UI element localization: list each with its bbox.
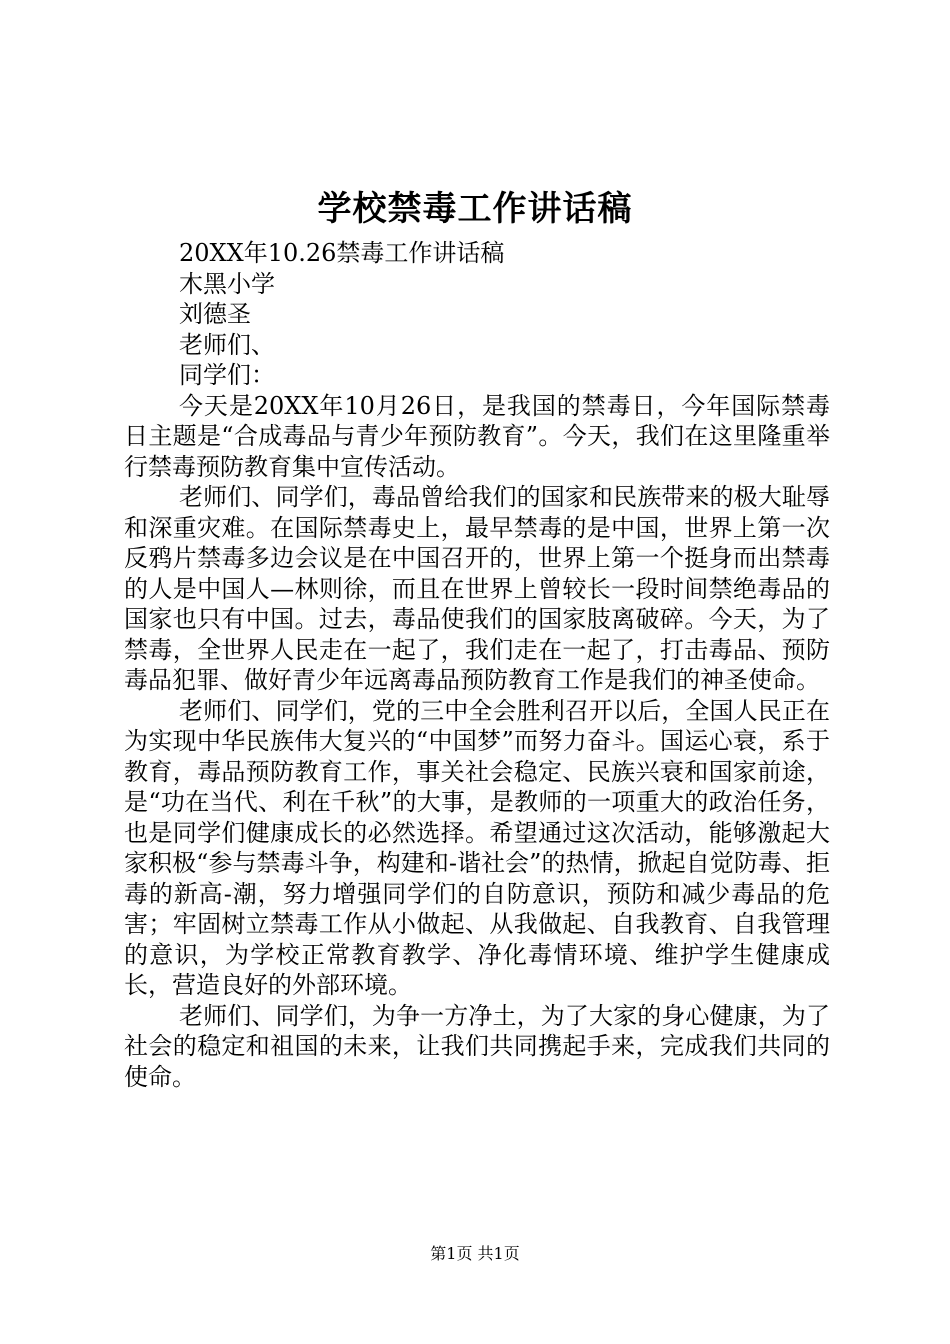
meta-line-date-title: 20XX年10.26禁毒工作讲话稿 [179,239,505,267]
paragraph-4: 老师们、同学们，为争一方净土，为了大家的身心健康，为了社会的稳定和祖国的未来，让我们共同携起手来，完成我们共同的使命。 [124,1001,830,1091]
meta-line-salutation-teachers: 老师们、 [179,330,275,359]
document-body [124,238,830,1092]
page-footer: 第1页 共1页 [430,1244,520,1263]
document-title: 学校禁毒工作讲话稿 [317,189,633,229]
meta-line-speaker: 刘德圣 [179,300,251,328]
paragraph-2: 老师们、同学们，毒品曾给我们的国家和民族带来的极大耻辱和深重灾难。在国际禁毒史上，最早禁毒的是中国，世界上第一次反鸦片禁毒多边会议是在中国召开的，世界上第一个挺身而出禁毒的人是中国人—林则徐，而且在世界上曾较长一段时间禁绝毒品的国家也只有中国。过去，毒品使我们的国家肢离破碎。今天，为了禁毒，全世界人民走在一起了，我们走在一起了，打击毒品、预防毒品犯罪、做好青少年远离毒品预防教育工作是我们的神圣使命。 [124,483,830,694]
meta-line-salutation-students: 同学们： [179,361,275,389]
meta-line-school: 木黑小学 [179,269,275,298]
paragraph-3: 老师们、同学们，党的三中全会胜利召开以后，全国人民正在为实现中华民族伟大复兴的“中国梦”而努力奋斗。国运心衰，系于教育，毒品预防教育工作，事关社会稳定、民族兴衰和国家前途，是“功在当代、利在千秋”的大事，是教师的一项重大的政治任务，也是同学们健康成长的必然选择。希望通过这次活动，能够激起大家积极“参与禁毒斗争，构建和-谐社会”的热情，掀起自觉防毒、拒毒的新高-潮，努力增强同学们的自防意识，预防和减少毒品的危害；牢固树立禁毒工作从小做起、从我做起、自我教育、自我管理的意识，为学校正常教育教学、净化毒情环境、维护学生健康成长，营造良好的外部环境。 [124,696,830,999]
paragraph-1: 今天是20XX年10月26日，是我国的禁毒日，今年国际禁毒日主题是“合成毒品与青少年预防教育”。今天，我们在这里隆重举行禁毒预防教育集中宣传活动。 [124,391,830,481]
